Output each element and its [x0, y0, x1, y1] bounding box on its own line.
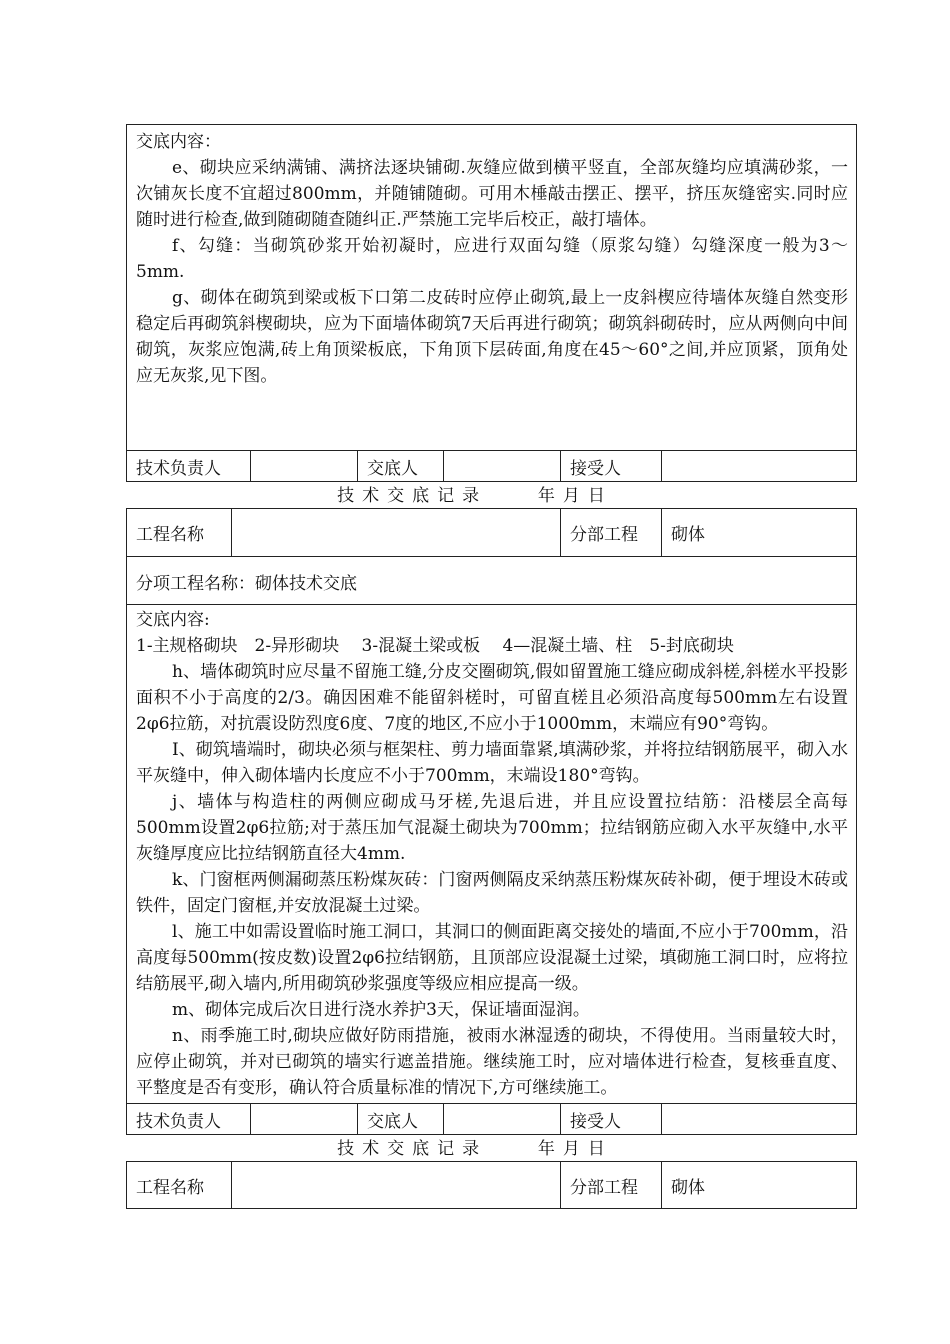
subitem-name: 分项工程名称：砌体技术交底	[136, 573, 357, 594]
paragraph-g: g、砌体在砌筑到梁或板下口第二皮砖时应停止砌筑,最上一皮斜楔应待墙体灰缝自然变形稳定后再砌筑斜楔砌块，应为下面墙体砌筑7天后再进行砌筑；砌筑斜砌砖时，应从两侧向中间砌筑，灰浆应饱满,砖上角顶梁板底，下角顶下层砖面,角度在45～60°之间,并应顶紧，顶角处应无灰浆,见下图。	[136, 288, 848, 386]
content-label: 交底内容：	[136, 132, 221, 152]
handover-field[interactable]	[444, 451, 561, 481]
signature-row-2	[126, 1103, 857, 1135]
project-name-label-3: 工程名称	[127, 1162, 232, 1208]
division-value-3: 砌体	[671, 1177, 705, 1198]
project-name-field-3[interactable]	[232, 1162, 561, 1208]
paragraph-l: l、施工中如需设置临时施工洞口，其洞口的侧面距离交接处的墙面,不应小于700mm，沿高度每500mm(按皮数)设置2φ6拉结钢筋，且顶部应设混凝土过梁，填砌施工洞口时，应将拉结筋展平,砌入墙内,所用砌筑砂浆强度等级应相应提高一级。	[136, 922, 848, 994]
paragraph-i: I、砌筑墙端时，砌块必须与框架柱、剪力墙面靠紧,填满砂浆，并将拉结钢筋展平，砌入水平灰缝中，伸入砌体墙内长度应不小于700mm，末端设180°弯钩。	[136, 740, 848, 786]
paragraph-e: e、砌块应采纳满铺、满挤法逐块铺砌.灰缝应做到横平竖直，全部灰缝均应填满砂浆，一次铺灰长度不宜超过800mm，并随铺随砌。可用木棰敲击摆正、摆平，挤压灰缝密实.同时应随时进行检查,做到随砌随查随纠正.严禁施工完毕后校正，敲打墙体。	[136, 158, 848, 230]
project-name-label: 工程名称	[127, 509, 232, 556]
division-label-3: 分部工程	[561, 1162, 662, 1208]
division-value: 砌体	[671, 525, 705, 545]
tech-lead-field-2[interactable]	[251, 1104, 358, 1134]
signature-row-1	[126, 450, 857, 482]
receiver-label: 接受人	[561, 451, 662, 481]
handover-field-2[interactable]	[444, 1104, 561, 1134]
content-box-1	[126, 124, 857, 451]
figure-legend: 1-主规格砌块 2-异形砌块 3-混凝土梁或板 4—混凝土墙、柱 5-封底砌块	[136, 636, 734, 656]
project-name-field[interactable]	[232, 509, 561, 556]
record-date-text-2: 年月日	[537, 1139, 613, 1159]
receiver-label-2: 接受人	[561, 1104, 662, 1134]
paragraph-j: j、墙体与构造柱的两侧应砌成马牙槎,先退后进，并且应设置拉结筋：沿楼层全高每500mm设置2φ6拉筋;对于蒸压加气混凝土砌块为700mm；拉结钢筋应砌入水平灰缝中,水平灰缝厚度应比拉结钢筋直径大4mm.	[136, 792, 848, 864]
record-title-2	[0, 1137, 950, 1161]
record-title-text-2: 技术交底记录	[337, 1139, 488, 1159]
tech-lead-field[interactable]	[251, 451, 358, 481]
paragraph-m: m、砌体完成后次日进行浇水养护3天，保证墙面湿润。	[172, 1000, 590, 1020]
division-label: 分部工程	[561, 509, 662, 556]
tech-lead-label-2: 技术负责人	[127, 1104, 251, 1134]
project-header-2	[126, 508, 857, 605]
receiver-field[interactable]	[662, 451, 856, 481]
paragraph-n: n、雨季施工时,砌块应做好防雨措施，被雨水淋湿透的砌块，不得使用。当雨量较大时，应停止砌筑，并对已砌筑的墙实行遮盖措施。继续施工时，应对墙体进行检查，复核垂直度、平整度是否有变形，确认符合质量标准的情况下,方可继续施工。	[136, 1026, 848, 1098]
paragraph-h: h、墙体砌筑时应尽量不留施工缝,分皮交圈砌筑,假如留置施工缝应砌成斜槎,斜槎水平投影面积不小于高度的2/3。确因困难不能留斜槎时，可留直槎且必须沿高度每500mm左右设置2φ6拉筋，对抗震设防烈度6度、7度的地区,不应小于1000mm，末端应有90°弯钩。	[136, 662, 848, 734]
record-title-text: 技术交底记录	[337, 486, 488, 506]
receiver-field-2[interactable]	[662, 1104, 856, 1134]
handover-label-2: 交底人	[358, 1104, 444, 1134]
paragraph-k: k、门窗框两侧漏砌蒸压粉煤灰砖：门窗两侧隔皮采纳蒸压粉煤灰砖补砌，便于埋设木砖或铁件，固定门窗框,并安放混凝土过梁。	[136, 870, 848, 916]
handover-label: 交底人	[358, 451, 444, 481]
tech-lead-label: 技术负责人	[127, 451, 251, 481]
paragraph-f: f、勾缝：当砌筑砂浆开始初凝时，应进行双面勾缝（原浆勾缝）勾缝深度一般为3～5mm.	[136, 236, 848, 282]
record-date-text: 年月日	[537, 486, 613, 506]
project-header-3	[126, 1161, 857, 1209]
content-box-2	[126, 604, 857, 1104]
content-label-2: 交底内容:	[136, 610, 210, 630]
record-title-1	[0, 484, 950, 508]
